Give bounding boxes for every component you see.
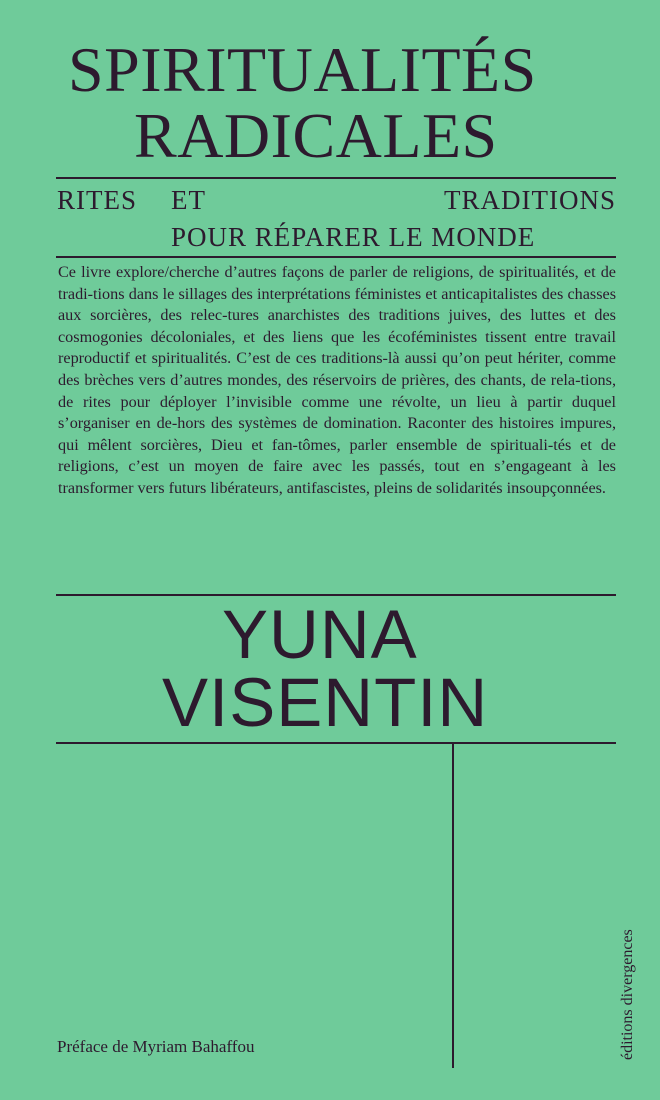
subtitle-line-2: POUR RÉPARER LE MONDE [171,222,536,252]
preface-credit: Préface de Myriam Bahaffou [57,1037,255,1056]
title-line-1: SPIRITUALITÉS [68,34,537,105]
publisher-name: éditions divergences [619,929,636,1060]
divider-author [56,742,616,744]
divider-top [56,177,616,179]
subtitle-et: ET [171,185,206,215]
subtitle-rites: RITES [57,185,138,215]
divider-subtitle [56,256,616,258]
title-line-2: RADICALES [134,100,498,171]
author-last-name: VISENTIN [162,664,489,741]
description-text: Ce livre explore/cherche d’autres façons de parler de religions, de spiritualités, et de tradi-tions dans le sillages des interprétations féministes et anticapitalistes des chasses aux sorcières, des relec-tures anarchistes des traditions juives, des luttes et des cosmogonies décoloniales, et des liens que les écoféministes tissent entre travail reproductif et spiritualités. C’est de ces traditions-là aussi qu’on peut hériter, comme des brèches vers d’autres mondes, des réservoirs de prières, des chants, de rela-tions, de rites pour déployer l’invisible comme une révolte, un lieu à partir duquel s’organiser en de-hors des systèmes de domination. Raconter des histoires impures, qui mêlent sorcières, Dieu et fan-tômes, parler ensemble de spirituali-tés et de religions, c’est un moyen de faire avec les passés, tout en s’engageant à les transformer vers futurs libérateurs, antifascistes, pleins de solidarités insoupçonnées. [58,263,616,497]
subtitle-traditions: TRADITIONS [444,185,616,215]
author-first-name: YUNA [222,596,418,673]
vertical-rule [452,742,454,1068]
